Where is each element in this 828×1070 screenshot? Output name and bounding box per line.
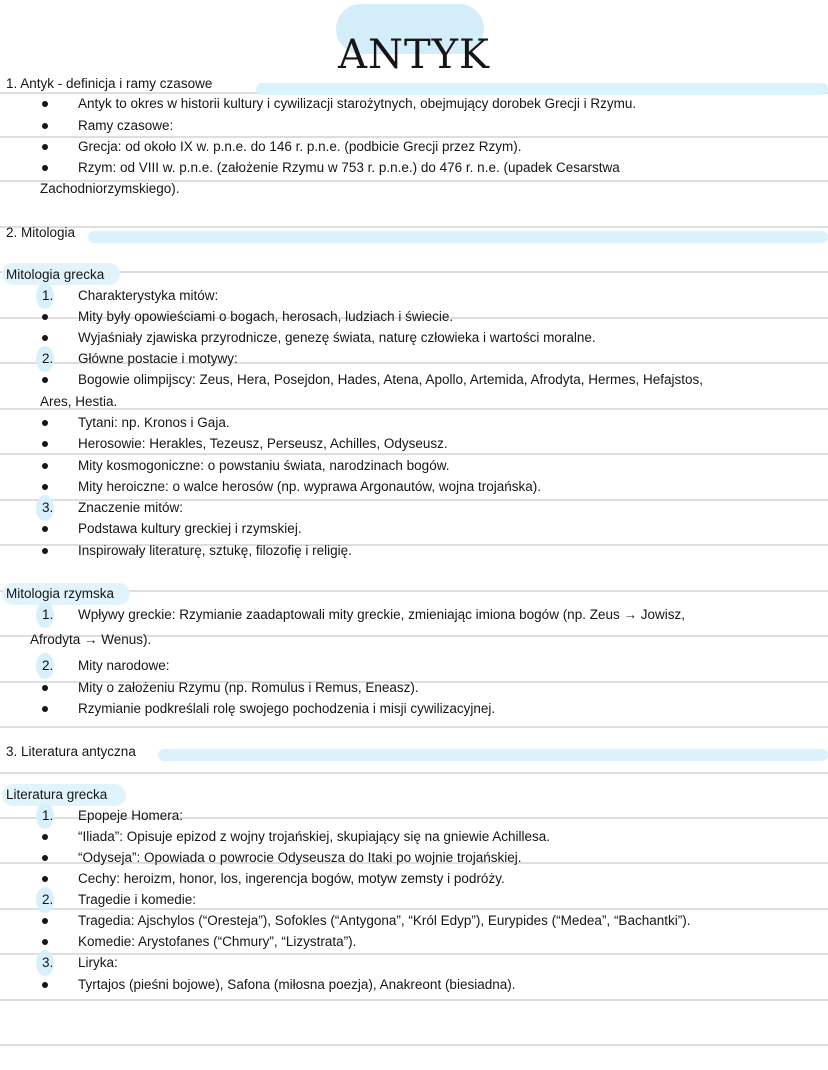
rule-line: [0, 453, 828, 455]
bullet-icon: [42, 685, 48, 691]
bullet-icon: [42, 314, 48, 320]
section-heading: 2. Mitologia: [6, 225, 76, 240]
rule-line: [0, 726, 828, 728]
bullet-icon: [42, 834, 48, 840]
list-item-continuation: Ares, Hestia.: [40, 394, 118, 409]
rule-line: [0, 226, 828, 228]
bullet-icon: [42, 548, 48, 554]
bullet-icon: [42, 918, 48, 924]
section-heading: 1. Antyk - definicja i ramy czasowe: [6, 76, 213, 91]
bullet-icon: [42, 377, 48, 383]
bullet-icon: [42, 144, 48, 150]
bullet-icon: [42, 335, 48, 341]
bullet-icon: [42, 123, 48, 129]
bullet-icon: [42, 165, 48, 171]
rule-line: [0, 953, 828, 955]
bullet-icon: [42, 526, 48, 532]
rule-line: [0, 772, 828, 774]
list-item-continuation: Afrodyta → Wenus).: [30, 632, 152, 647]
bullet-icon: [42, 706, 48, 712]
bullet-icon: [42, 463, 48, 469]
subheading: Mitologia rzymska: [6, 586, 115, 601]
rule-line: [0, 999, 828, 1001]
bullet-icon: [42, 876, 48, 882]
heading-highlight: [88, 231, 828, 243]
bullet-icon: [42, 484, 48, 490]
section-heading: 3. Literatura antyczna: [6, 744, 136, 759]
bullet-icon: [42, 982, 48, 988]
bullet-icon: [42, 939, 48, 945]
bullet-icon: [42, 441, 48, 447]
subheading: Literatura grecka: [6, 787, 108, 802]
list-item-continuation: Zachodniorzymskiego).: [40, 181, 180, 196]
bullet-icon: [42, 101, 48, 107]
page-title: ANTYK: [338, 31, 490, 78]
rule-line: [0, 1044, 828, 1046]
bullet-icon: [42, 420, 48, 426]
subheading: Mitologia grecka: [6, 267, 105, 282]
rule-line: [0, 408, 828, 410]
bullet-icon: [42, 855, 48, 861]
heading-highlight: [158, 749, 828, 761]
heading-highlight: [256, 83, 828, 95]
rule-line: [0, 271, 828, 273]
